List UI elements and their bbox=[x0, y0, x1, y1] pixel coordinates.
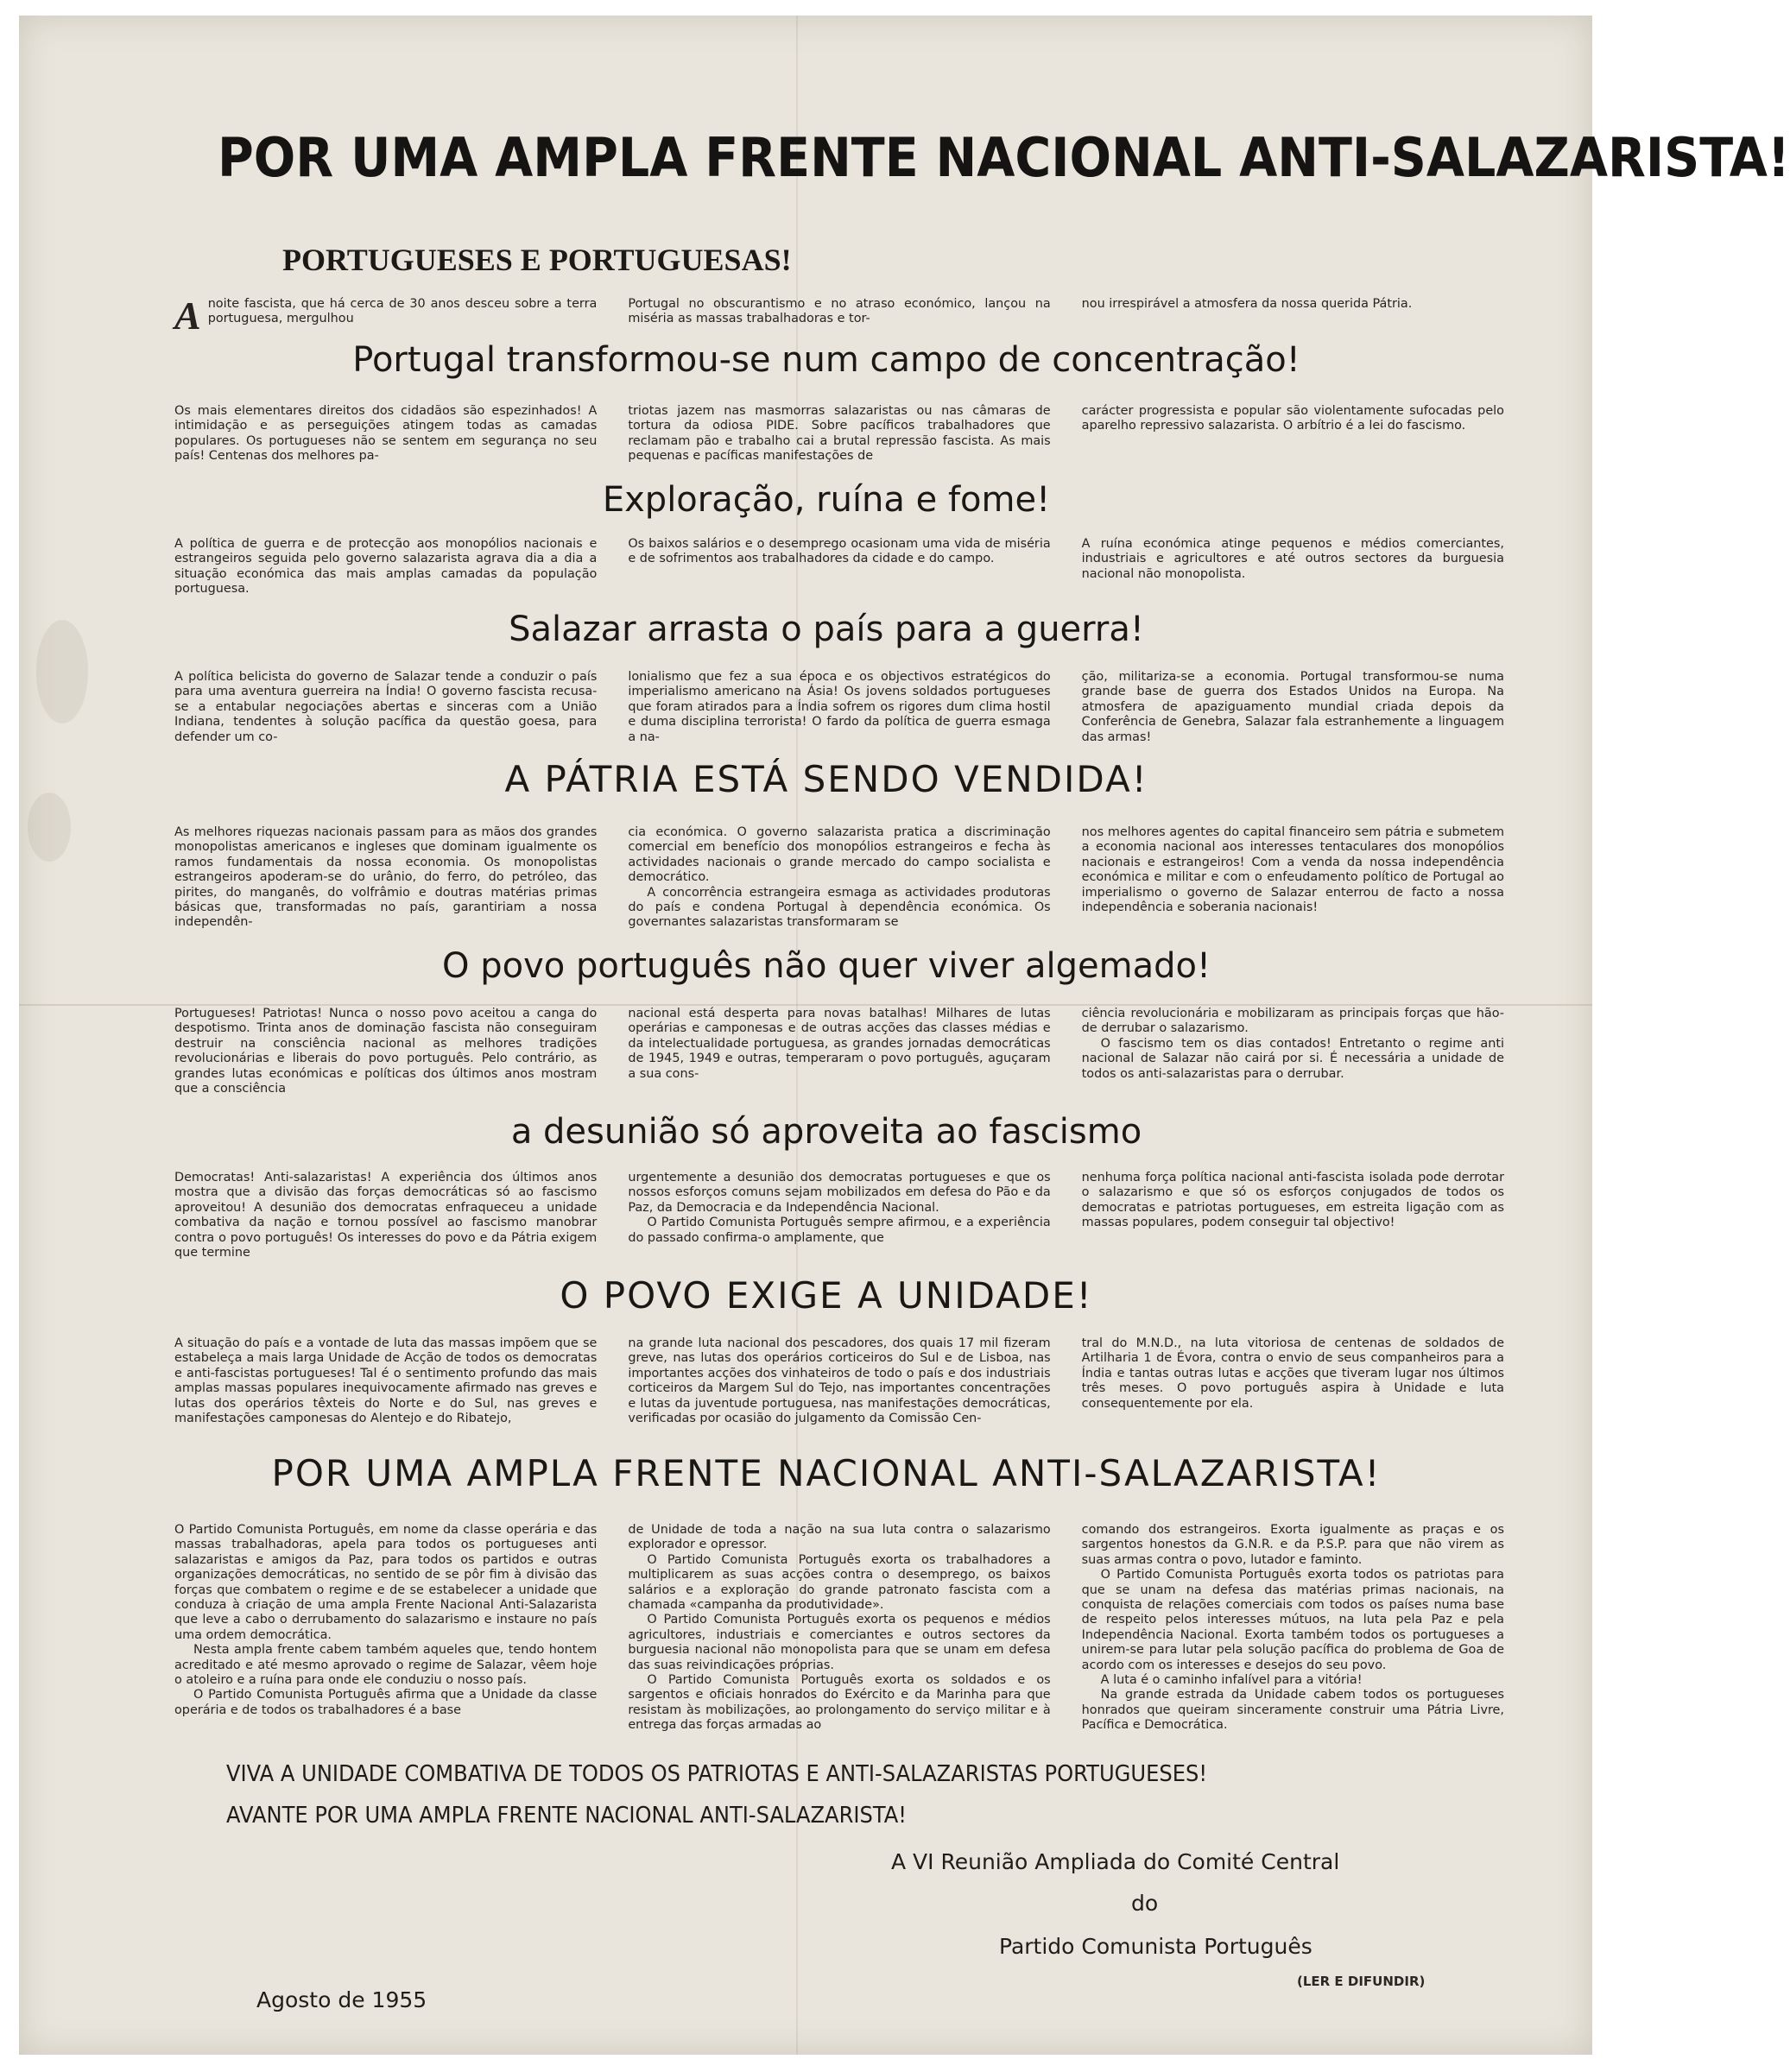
paragraph: na grande luta nacional dos pescadores, dos quais 17 mil fizeram greve, nas lutas dos operários corticeiros do Sul e de Lisboa, nas importantes acções dos vinhateiros de todo o país e dos industriais corticeiros da Margem Sul do Tejo, nas importantes concentrações e lutas da juventude portuguesa, nas manifestações democráticas, verificadas por ocasião do julgamento da Comissão Cen- bbox=[628, 1336, 1051, 1426]
text-column bbox=[174, 1336, 597, 1426]
paragraph: O Partido Comunista Português exorta os pequenos e médios agricultores, industriais e comerciantes e outros sectores da burguesia nacional não monopolista para que se unam em defesa das suas reivindicações próprias. bbox=[628, 1613, 1051, 1672]
section-heading: Salazar arrasta o país para a guerra! bbox=[509, 610, 1144, 649]
section-heading: Exploração, ruína e fome! bbox=[602, 480, 1051, 520]
greeting: PORTUGUESES E PORTUGUESAS! bbox=[282, 243, 792, 277]
text-column bbox=[628, 1336, 1050, 1426]
text-column bbox=[628, 670, 1050, 745]
paragraph: O Partido Comunista Português exorta os trabalhadores a multiplicarem as suas acções contra o desemprego, os baixos salários e a exploração do grande patronato fascista com a chamada «campanha da produtividade». bbox=[628, 1552, 1051, 1613]
paragraph: lonialismo que fez a sua época e os objectivos estratégicos do imperialismo americano na Ásia! Os jovens soldados portugueses que foram atirados para a Índia sofrem os rigores dum clima hostil e duma disciplina terrorista! O fardo da política de guerra esmaga a na- bbox=[628, 670, 1051, 744]
section-heading: a desunião só aproveita ao fascismo bbox=[510, 1112, 1142, 1152]
paragraph: nos melhores agentes do capital financeiro sem pátria e submetem a economia nacional aos interesses tentaculares dos monopólios nacionais e estrangeiros! Com a venda da nossa independência económica e militar e com o enfeudamento político de Portugal ao imperialismo o governo de Salazar enterrou de facto a nossa independência e soberania nacionais! bbox=[1081, 825, 1504, 915]
section-heading: POR UMA AMPLA FRENTE NACIONAL ANTI-SALAZARISTA! bbox=[271, 1452, 1382, 1494]
text-column bbox=[628, 825, 1050, 931]
text-column bbox=[174, 1007, 597, 1096]
section-columns bbox=[174, 537, 1504, 597]
distribution-note: (LER E DIFUNDIR) bbox=[1297, 1974, 1426, 1989]
paragraph: Na grande estrada da Unidade cabem todos os portugueses honrados que queiram sinceramente construir uma Pátria Livre, Pacífica e Democrática. bbox=[1081, 1688, 1504, 1733]
text-column bbox=[1082, 825, 1504, 931]
intro-column: A noite fascista, que há cerca de 30 anos desceu sobre a terra portuguesa, mergulhou bbox=[174, 294, 598, 338]
text-column bbox=[1082, 1171, 1504, 1260]
paragraph: A ruína económica atinge pequenos e médios comerciantes, industriais e agricultores e até outros sectores da burguesia nacional não monopolista. bbox=[1081, 537, 1504, 581]
intro-section bbox=[174, 294, 1504, 338]
text-column bbox=[174, 404, 597, 464]
paragraph: triotas jazem nas masmorras salazaristas ou nas câmaras de tortura da odiosa PIDE. Sobre pacíficos trabalhadores que reclamam pão e trabalho cai a brutal repressão fascista. As mais pequenas e pacíficas manifestações de bbox=[628, 404, 1051, 464]
text-column bbox=[1082, 1007, 1504, 1096]
text-column bbox=[628, 1171, 1050, 1260]
section-columns bbox=[174, 404, 1504, 464]
paragraph: A política belicista do governo de Salazar tende a conduzir o país para uma aventura guerreira na Índia! O governo fascista recusa-se a entabular negociações abertas e sinceras com a União Indiana, tendentes à solução pacífica da questão goesa, para defender um co- bbox=[174, 670, 598, 744]
leaflet-sheet bbox=[19, 16, 1790, 2055]
paragraph: nacional está desperta para novas batalhas! Milhares de lutas operárias e camponesas e de outras acções das classes médias e da intelectualidade portuguesa, as grandes jornadas democráticas de 1945, 1949 e outras, temperaram o povo português, aguçaram a sua cons- bbox=[628, 1007, 1051, 1081]
text-column bbox=[1082, 1523, 1504, 1734]
intro-column: Portugal no obscurantismo e no atraso económico, lançou na miséria as massas trabalhadoras e tor- bbox=[628, 297, 1051, 326]
paragraph: Nesta ampla frente cabem também aqueles que, tendo hontem acreditado e até mesmo aprovado o regime de Salazar, vêem hoje o atoleiro e a ruína para onde ele conduziu o nosso país. bbox=[174, 1643, 598, 1688]
paragraph: carácter progressista e popular são violentamente sufocadas pelo aparelho repressivo salazarista. O arbítrio é a lei do fascismo. bbox=[1081, 404, 1504, 433]
section-columns bbox=[174, 1523, 1504, 1734]
paragraph: Portugueses! Patriotas! Nunca o nosso povo aceitou a canga do despotismo. Trinta anos de dominação fascista não conseguiram destruir na consciência nacional as melhores tradições revolucionárias e liberais do povo português. Pelo contrário, as grandes lutas económicas e políticas dos últimos anos mostram que a consciência bbox=[174, 1007, 598, 1096]
paragraph: O Partido Comunista Português sempre afirmou, e a experiência do passado confirma-o amplamente, que bbox=[628, 1216, 1051, 1245]
paragraph: A concorrência estrangeira esmaga as actividades produtoras do país e condena Portugal à dependência económica. Os governantes salazaristas transformaram se bbox=[628, 885, 1051, 930]
paragraph: cia económica. O governo salazarista pratica a discriminação comercial em benefício dos monopólios estrangeiros e fecha às actividades nacionais o grande mercado do campo socialista e democrático. bbox=[628, 825, 1051, 885]
date-line: Agosto de 1955 bbox=[256, 1987, 427, 2012]
text-column bbox=[174, 1523, 597, 1734]
paragraph: O fascismo tem os dias contados! Entretanto o regime anti nacional de Salazar não cairá por si. É necessária a unidade de todos os anti-salazaristas para o derrubar. bbox=[1081, 1036, 1504, 1081]
paragraph: nenhuma força política nacional anti-fascista isolada pode derrotar o salazarismo e que só os esforços conjugados de todos os democratas e patriotas portugueses, em estreita ligação com as massas populares, podem conseguir tal objectivo! bbox=[1081, 1171, 1504, 1230]
paragraph: urgentemente a desunião dos democratas portugueses e que os nossos esforços comuns sejam mobilizados em defesa do Pão e da Paz, da Democracia e da Independência Nacional. bbox=[628, 1171, 1051, 1215]
section-columns bbox=[174, 1336, 1504, 1426]
section-heading: Portugal transformou-se num campo de concentração! bbox=[352, 340, 1300, 380]
text-column bbox=[1082, 1336, 1504, 1426]
paragraph: tral do M.N.D., na luta vitoriosa de centenas de soldados de Artilharia 1 de Évora, contra o envio de seus companheiros para a Índia e tantas outras lutas e acções que tiveram lugar nos últimos três meses. O povo português aspira à Unidade e luta consequentemente por ela. bbox=[1081, 1336, 1504, 1411]
drop-cap: A bbox=[174, 294, 201, 338]
text-column bbox=[628, 1523, 1050, 1734]
paper-stain bbox=[28, 793, 71, 862]
text-column bbox=[628, 1007, 1050, 1096]
paragraph: Os mais elementares direitos dos cidadãos são espezinhados! A intimidação e as perseguições atingem todas as camadas populares. Os portugueses não se sentem em segurança no seu país! Centenas dos melhores pa- bbox=[174, 404, 598, 464]
paragraph: O Partido Comunista Português exorta todos os patriotas para que se unam na defesa das matérias primas nacionais, na conquista de relações comerciais com todos os países numa base de respeito pelos interesses mútuos, na luta pela Paz e pela Independência Nacional. Exorta também todos os portugueses a unirem-se para lutar pela solução pacífica do problema de Goa de acordo com os interesses e desejos do seu povo. bbox=[1081, 1568, 1504, 1672]
paragraph: ciência revolucionária e mobilizaram as principais forças que hão-de derrubar o salazarismo. bbox=[1081, 1007, 1504, 1036]
section-columns bbox=[174, 825, 1504, 931]
section-heading: A PÁTRIA ESTÁ SENDO VENDIDA! bbox=[504, 758, 1148, 800]
paragraph: ção, militariza-se a economia. Portugal transformou-se numa grande base de guerra dos Estados Unidos na Europa. Na atmosfera de apaziguamento mundial criada depois da Conferência de Genebra, Salazar fala estranhemente a linguagem das armas! bbox=[1081, 670, 1504, 744]
text-column bbox=[628, 537, 1050, 597]
text-column bbox=[1082, 670, 1504, 745]
fold-line bbox=[19, 1004, 1592, 1006]
page-title: POR UMA AMPLA FRENTE NACIONAL ANTI-SALAZARISTA! bbox=[218, 126, 1790, 189]
section-heading: O POVO EXIGE A UNIDADE! bbox=[560, 1274, 1093, 1317]
section-columns bbox=[174, 1007, 1504, 1096]
text-column bbox=[174, 1171, 597, 1260]
text-column bbox=[1082, 537, 1504, 597]
signature-line: Partido Comunista Português bbox=[999, 1934, 1312, 1959]
intro-column: nou irrespirável a atmosfera da nossa querida Pátria. bbox=[1081, 297, 1413, 311]
paragraph: O Partido Comunista Português afirma que a Unidade da classe operária e de todos os trabalhadores é a base bbox=[174, 1688, 598, 1717]
paragraph: Os baixos salários e o desemprego ocasionam uma vida de miséria e de sofrimentos aos trabalhadores da cidade e do campo. bbox=[628, 537, 1051, 566]
paragraph: Democratas! Anti-salazaristas! A experiência dos últimos anos mostra que a divisão das forças democráticas só ao fascismo aproveitou! A desunião dos democratas enfraqueceu a unidade combativa da nação e tornou possível ao fascismo manobrar contra o povo português! Os interesses do povo e da Pátria exigem que termine bbox=[174, 1171, 598, 1260]
signature-line: do bbox=[1131, 1891, 1159, 1916]
text-column bbox=[628, 404, 1050, 464]
text-column bbox=[174, 670, 597, 745]
paper-stain bbox=[36, 620, 88, 723]
paragraph: A situação do país e a vontade de luta das massas impõem que se estabeleça a mais larga Unidade de Acção de todos os democratas e anti-fascistas portugueses! Tal é o sentimento profundo das mais amplas massas populares inequivocamente afirmado nas greves e lutas dos operários têxteis do Norte e do Sul, nas greves e manifestações camponesas do Alentejo e do Ribatejo, bbox=[174, 1336, 598, 1426]
paragraph: O Partido Comunista Português, em nome da classe operária e das massas trabalhadoras, apela para todos os portugueses anti salazaristas e amigos da Paz, para todos os partidos e outras organizações democráticas, no sentido de se pôr fim à divisão das forças que combatem o regime e de se estabelecer a unidade que conduza à criação de uma ampla Frente Nacional Anti-Salazarista que leve a cabo o derrubamento do salazarismo e instaure no país uma ordem democrática. bbox=[174, 1523, 598, 1642]
text-column bbox=[174, 825, 597, 931]
paragraph: O Partido Comunista Português exorta os soldados e os sargentos e oficiais honrados do Exército e da Marinha para que resistam às mobilizações, ao prolongamento do serviço militar e à entrega das forças armadas ao bbox=[628, 1673, 1051, 1733]
closing-slogan: VIVA A UNIDADE COMBATIVA DE TODOS OS PATRIOTAS E ANTI-SALAZARISTAS PORTUGUESES! bbox=[226, 1761, 1208, 1787]
text-column bbox=[174, 537, 597, 597]
section-columns bbox=[174, 1171, 1504, 1260]
text-column bbox=[1082, 404, 1504, 464]
section-columns bbox=[174, 670, 1504, 745]
paragraph: As melhores riquezas nacionais passam para as mãos dos grandes monopolistas americanos e ingleses que dominam igualmente os ramos fundamentais da nossa economia. Os monopolistas estrangeiros apoderam-se do urânio, do ferro, do petróleo, das pirites, do manganês, do volfrâmio e doutras matérias primas básicas que, transformadas no país, garantiriam a nossa independên- bbox=[174, 825, 598, 930]
signature-line: A VI Reunião Ampliada do Comité Central bbox=[891, 1849, 1340, 1874]
paragraph: A política de guerra e de protecção aos monopólios nacionais e estrangeiros seguida pelo governo salazarista agrava dia a dia a situação económica das mais amplas camadas da população portuguesa. bbox=[174, 537, 598, 597]
section-heading: O povo português não quer viver algemado! bbox=[442, 946, 1211, 986]
paragraph: comando dos estrangeiros. Exorta igualmente as praças e os sargentos honestos da G.N.R. e da P.S.P. para que não virem as suas armas contra o povo, lutador e faminto. bbox=[1081, 1523, 1504, 1567]
paragraph: de Unidade de toda a nação na sua luta contra o salazarismo explorador e opressor. bbox=[628, 1523, 1051, 1552]
closing-slogan: AVANTE POR UMA AMPLA FRENTE NACIONAL ANTI-SALAZARISTA! bbox=[226, 1803, 908, 1829]
paragraph: A luta é o caminho infalível para a vitória! bbox=[1100, 1673, 1363, 1688]
